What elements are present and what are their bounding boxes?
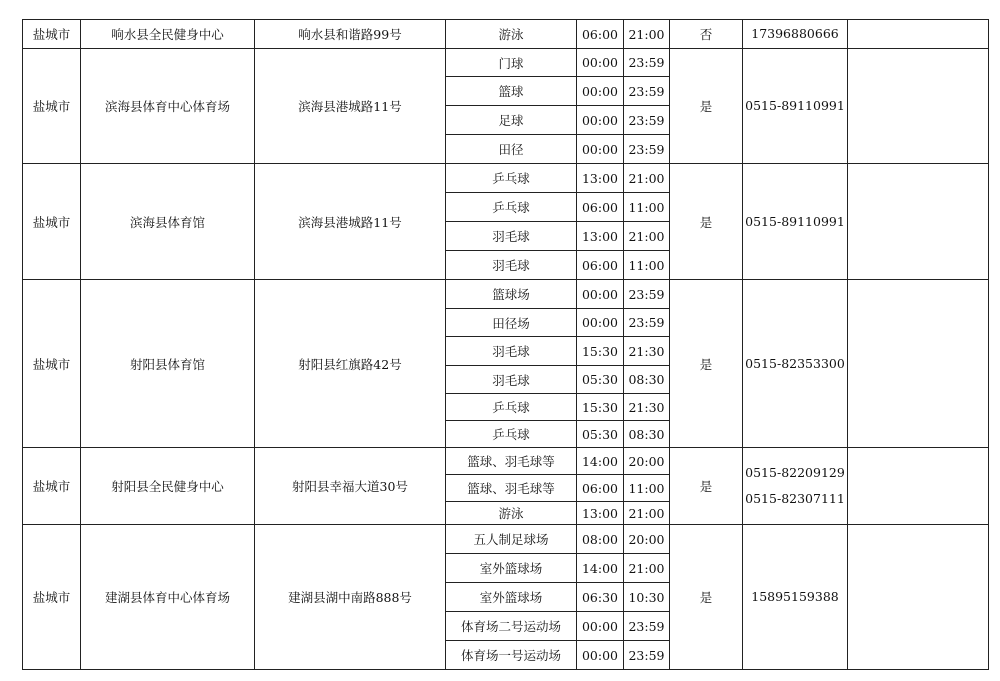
sport-item-cell: 乒乓球 [446,164,577,193]
close-time-cell: 10:30 [624,583,670,612]
phone-number: 0515-82353300 [745,355,845,371]
sport-item-cell: 羽毛球 [446,251,577,280]
venue-name-cell: 滨海县体育中心体育场 [81,49,255,164]
city-cell: 盐城市 [23,164,81,280]
sport-item-cell: 门球 [446,49,577,77]
open-time-cell: 14:00 [577,554,624,583]
table-row [23,164,989,193]
close-time-cell: 21:00 [624,20,670,49]
note-cell [848,525,989,670]
sport-item-cell: 乒乓球 [446,193,577,222]
open-time-cell: 05:30 [577,421,624,448]
close-time-cell: 21:00 [624,164,670,193]
venue-name-cell: 响水县全民健身中心 [81,20,255,49]
sport-item-cell: 体育场一号运动场 [446,641,577,670]
sport-item-cell: 游泳 [446,502,577,525]
open-time-cell: 15:30 [577,394,624,421]
table-row [23,20,989,49]
open-time-cell: 00:00 [577,77,624,106]
sport-item-cell: 室外篮球场 [446,554,577,583]
open-flag-cell: 是 [670,448,743,525]
open-time-cell: 14:00 [577,448,624,475]
open-flag-cell: 是 [670,164,743,280]
open-time-cell: 06:30 [577,583,624,612]
open-time-cell: 06:00 [577,251,624,280]
address-cell: 滨海县港城路11号 [255,49,446,164]
sport-item-cell: 五人制足球场 [446,525,577,554]
open-time-cell: 15:30 [577,337,624,366]
close-time-cell: 23:59 [624,106,670,135]
close-time-cell: 08:30 [624,421,670,448]
close-time-cell: 23:59 [624,77,670,106]
sport-item-cell: 乒乓球 [446,394,577,421]
sport-item-cell: 室外篮球场 [446,583,577,612]
close-time-cell: 11:00 [624,193,670,222]
sport-item-cell: 游泳 [446,20,577,49]
sport-item-cell: 篮球 [446,77,577,106]
open-time-cell: 13:00 [577,222,624,251]
venue-name-cell: 射阳县体育馆 [81,280,255,448]
open-time-cell: 06:00 [577,193,624,222]
open-time-cell: 00:00 [577,49,624,77]
sport-item-cell: 羽毛球 [446,366,577,394]
open-time-cell: 06:00 [577,475,624,502]
open-flag-cell: 否 [670,20,743,49]
city-cell: 盐城市 [23,20,81,49]
open-flag-cell: 是 [670,525,743,670]
close-time-cell: 23:59 [624,309,670,337]
close-time-cell: 23:59 [624,280,670,309]
phone-number: 0515-89110991 [745,98,845,113]
open-time-cell: 05:30 [577,366,624,394]
venue-table [22,19,989,670]
open-time-cell: 06:00 [577,20,624,49]
close-time-cell: 08:30 [624,366,670,394]
phone-number: 15895159388 [751,589,839,604]
phone-cell [743,525,848,670]
note-cell [848,164,989,280]
sport-item-cell: 田径场 [446,309,577,337]
sport-item-cell: 羽毛球 [446,337,577,366]
table-row [23,49,989,77]
sport-item-cell: 足球 [446,106,577,135]
open-time-cell: 00:00 [577,135,624,164]
venue-name-cell: 建湖县体育中心体育场 [81,525,255,670]
note-cell [848,20,989,49]
city-cell: 盐城市 [23,280,81,448]
table-row [23,280,989,309]
open-time-cell: 00:00 [577,612,624,641]
address-cell: 建湖县湖中南路888号 [255,525,446,670]
table-row [23,525,989,554]
address-cell: 响水县和谐路99号 [255,20,446,49]
close-time-cell: 23:59 [624,612,670,641]
close-time-cell: 23:59 [624,135,670,164]
open-time-cell: 00:00 [577,641,624,670]
open-time-cell: 13:00 [577,164,624,193]
open-flag-cell: 是 [670,49,743,164]
address-cell: 滨海县港城路11号 [255,164,446,280]
sport-item-cell: 篮球、羽毛球等 [446,448,577,475]
close-time-cell: 23:59 [624,641,670,670]
venue-name-cell: 滨海县体育馆 [81,164,255,280]
sport-item-cell: 羽毛球 [446,222,577,251]
sport-item-cell: 乒乓球 [446,421,577,448]
note-cell [848,280,989,448]
city-cell: 盐城市 [23,525,81,670]
phone-cell [743,448,848,525]
phone-cell [743,280,848,448]
open-time-cell: 08:00 [577,525,624,554]
sport-item-cell: 篮球场 [446,280,577,309]
open-time-cell: 00:00 [577,280,624,309]
open-time-cell: 13:00 [577,502,624,525]
venue-name-cell: 射阳县全民健身中心 [81,448,255,525]
close-time-cell: 23:59 [624,49,670,77]
phone-number: 0515-89110991 [745,213,845,229]
address-cell: 射阳县幸福大道30号 [255,448,446,525]
close-time-cell: 21:00 [624,222,670,251]
sport-item-cell: 篮球、羽毛球等 [446,475,577,502]
open-time-cell: 00:00 [577,309,624,337]
open-flag-cell: 是 [670,280,743,448]
note-cell [848,448,989,525]
phone-number: 0515-82209129 [745,465,845,480]
phone-cell [743,20,848,49]
table-row [23,448,989,475]
sport-item-cell: 田径 [446,135,577,164]
close-time-cell: 21:00 [624,554,670,583]
phone-cell [743,49,848,164]
close-time-cell: 11:00 [624,475,670,502]
close-time-cell: 11:00 [624,251,670,280]
sport-item-cell: 体育场二号运动场 [446,612,577,641]
phone-cell [743,164,848,280]
open-time-cell: 00:00 [577,106,624,135]
close-time-cell: 21:00 [624,502,670,525]
close-time-cell: 20:00 [624,448,670,475]
city-cell: 盐城市 [23,448,81,525]
venue-table-body [23,20,989,670]
city-cell: 盐城市 [23,49,81,164]
close-time-cell: 21:30 [624,394,670,421]
phone-number: 17396880666 [751,26,839,41]
address-cell: 射阳县红旗路42号 [255,280,446,448]
phone-number: 0515-82307111 [745,491,845,506]
close-time-cell: 21:30 [624,337,670,366]
close-time-cell: 20:00 [624,525,670,554]
note-cell [848,49,989,164]
